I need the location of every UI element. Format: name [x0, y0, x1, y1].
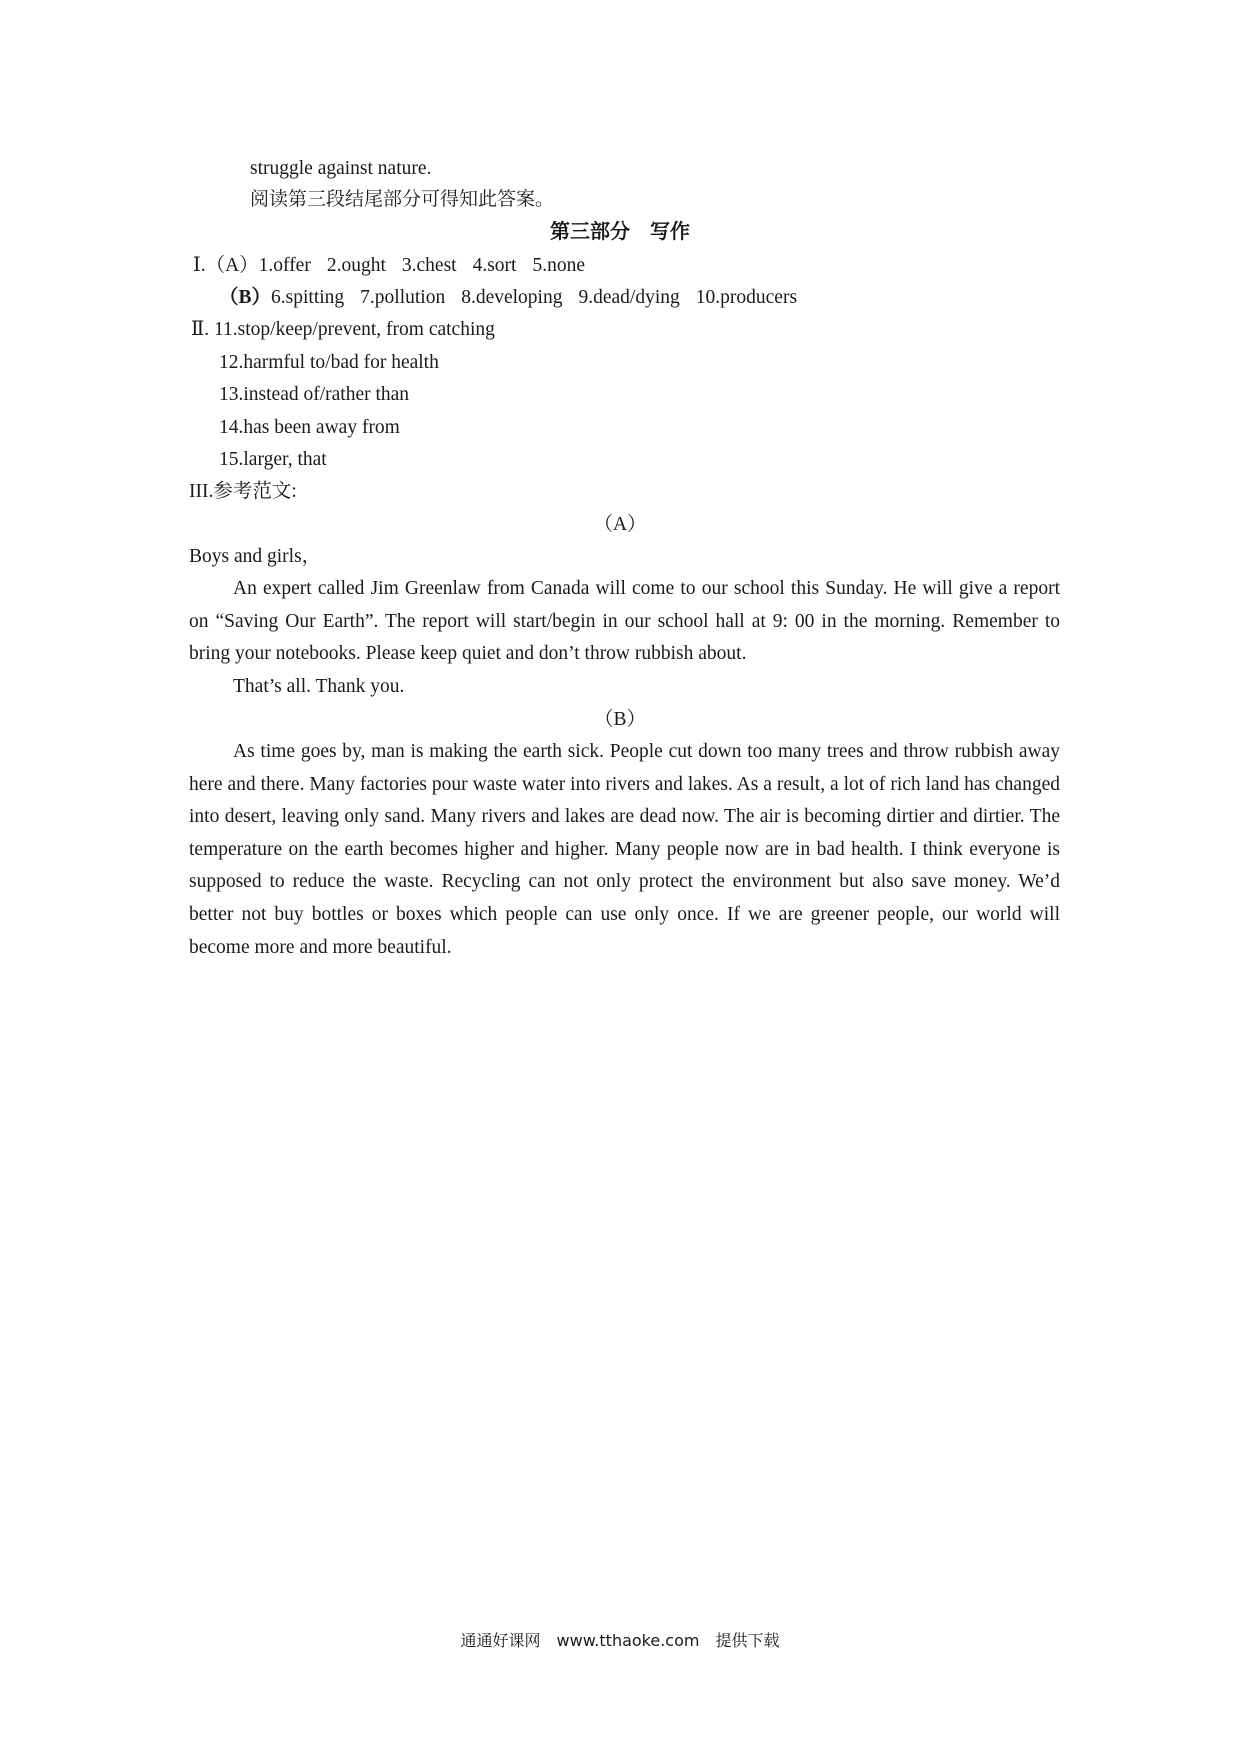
- part2-row-3: 13.instead of/rather than: [219, 384, 410, 405]
- essay-a-greeting: Boys and girls，: [189, 546, 322, 567]
- section-title: 第三部分 写作: [550, 219, 690, 243]
- intro-line-1: struggle against nature.: [250, 158, 432, 179]
- answer-item: 2.ought: [326, 255, 386, 276]
- answer-item: 4.sort: [472, 255, 517, 276]
- part1-a-label: （A）: [205, 255, 259, 276]
- answer-item: 9.dead/dying: [578, 287, 680, 308]
- answer-item: 8.developing: [461, 287, 563, 308]
- essay-b-paragraph: As time goes by, man is making the earth sick. People cut down too many trees and throw rubbish away here and there. Many factories pour waste water into rivers and lakes. As a result, a lot of rich land has changed into desert, leaving only sand. Many rivers and lakes are dead now. The air is becoming dirtier and dirtier. The temperature on the earth becomes higher and higher. Many people now are in bad health. I think everyone is supposed to reduce the waste. Recycling can not only protect the environment but also save money. We’d better not buy bottles or boxes which people can use only once. If we are greener people, our world will become more and more beautiful.: [189, 741, 1060, 958]
- part3-label: III.参考范文:: [189, 481, 297, 502]
- essay-b-heading: （B）: [593, 709, 646, 730]
- part1-b-label: （B）: [219, 287, 272, 308]
- essay-a-paragraph: An expert called Jim Greenlaw from Canada will come to our school this Sunday. He will give a report on “Saving Our Earth”. The report will start/begin in our school hall at 9: 00 in the morning. Remember to bring your notebooks. Please keep quiet and don’t throw rubbish about.: [189, 578, 1060, 665]
- part2-row-2: 12.harmful to/bad for health: [219, 352, 439, 373]
- answer-item: 7.pollution: [360, 287, 446, 308]
- part1-row-a: [193, 256, 585, 276]
- answer-item: 10.producers: [695, 287, 798, 308]
- part1-row-b: [219, 288, 797, 308]
- part2-row-4: 14.has been away from: [219, 417, 400, 438]
- part2-row-1: [191, 320, 495, 340]
- answer-item: 5.none: [532, 255, 585, 276]
- part2-row-5: 15.larger, that: [219, 449, 327, 470]
- answer-item: 3.chest: [401, 255, 457, 276]
- answer-item: 11.stop/keep/prevent, from catching: [214, 319, 495, 340]
- part2-label: Ⅱ.: [191, 319, 210, 340]
- intro-line-2: 阅读第三段结尾部分可得知此答案。: [250, 188, 555, 210]
- part1-label: Ⅰ.: [193, 255, 206, 276]
- essay-a-closing: That’s all. Thank you.: [233, 676, 405, 697]
- answer-item: 6.spitting: [271, 287, 345, 308]
- page-footer: 通通好课网 www.tthaoke.com 提供下载: [460, 1631, 780, 1650]
- essay-a-heading: （A）: [593, 514, 647, 535]
- answer-item: 1.offer: [258, 255, 311, 276]
